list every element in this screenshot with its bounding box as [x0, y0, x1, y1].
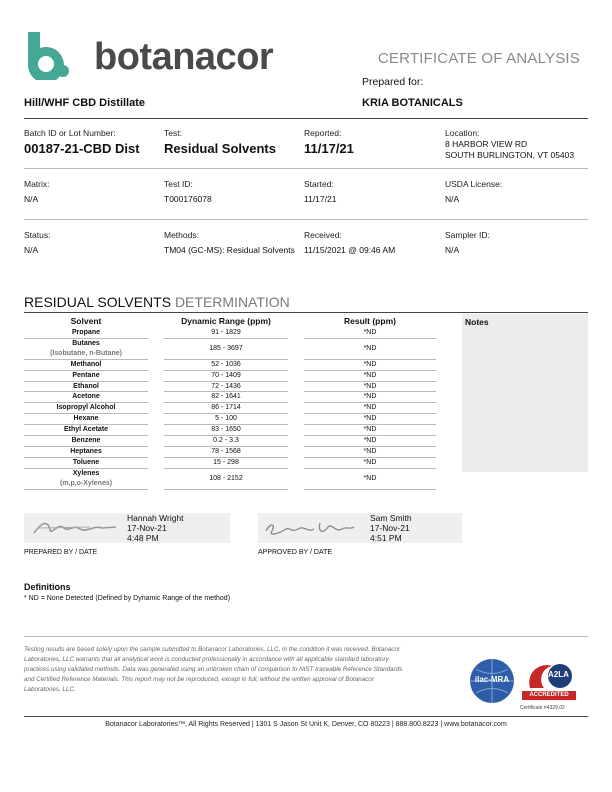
header-divider — [24, 118, 588, 119]
solvent-name: Methanol — [24, 359, 148, 370]
batch-label: Batch ID or Lot Number: — [24, 128, 116, 138]
reported-label: Reported: — [304, 128, 342, 138]
result-value: *ND — [304, 425, 436, 436]
dynamic-range: 15 - 298 — [164, 457, 288, 468]
section-title-dark: RESIDUAL SOLVENTS — [24, 294, 172, 310]
section-divider — [24, 312, 588, 313]
section-title — [24, 294, 290, 310]
disclaimer-line: and Certified Reference Materials. This report may not be reproduced, except in full, without the written approval of Botanacor — [24, 676, 375, 683]
result-value: *ND — [304, 468, 436, 489]
started-value: 11/17/21 — [304, 194, 337, 204]
prepared-label: PREPARED BY / DATE — [24, 549, 98, 556]
solvent-name: Ethyl Acetate — [24, 425, 148, 436]
reported-value: 11/17/21 — [304, 141, 354, 156]
brand-name: botanacor — [94, 36, 274, 78]
solvent-name: Benzene — [24, 436, 148, 447]
approved-time: 4:51 PM — [370, 533, 402, 543]
dynamic-range: 83 - 1650 — [164, 425, 288, 436]
result-value: *ND — [304, 403, 436, 414]
table-row — [24, 468, 436, 478]
test-value: Residual Solvents — [164, 141, 276, 156]
accredited-badge: ACCREDITED — [522, 691, 576, 700]
dynamic-range: 91 - 1829 — [164, 328, 288, 338]
solvent-name: Pentane — [24, 370, 148, 381]
result-value: *ND — [304, 457, 436, 468]
prepared-signature-icon — [30, 516, 120, 540]
dynamic-range: 52 - 1036 — [164, 359, 288, 370]
solvent-name: Butanes — [72, 339, 100, 347]
table-row — [24, 338, 436, 348]
batch-value: 00187-21-CBD Dist — [24, 141, 140, 156]
prepared-for-label: Prepared for: — [362, 76, 424, 88]
started-label: Started: — [304, 179, 334, 189]
result-value: *ND — [304, 392, 436, 403]
disclaimer-line: Laboratories, LLC. — [24, 686, 76, 693]
approved-date: 17-Nov-21 — [370, 523, 410, 533]
dynamic-range: 185 - 3697 — [164, 338, 288, 359]
approved-label: APPROVED BY / DATE — [258, 549, 333, 556]
table-row — [24, 446, 436, 457]
testid-label: Test ID: — [164, 179, 193, 189]
dynamic-range: 86 - 1714 — [164, 403, 288, 414]
location-label: Location: — [445, 128, 480, 138]
botanacor-logo-icon — [24, 30, 74, 80]
result-value: *ND — [304, 446, 436, 457]
approved-signature-icon — [262, 517, 358, 541]
results-table-wrap — [24, 314, 436, 490]
prepared-time: 4:48 PM — [127, 533, 159, 543]
section-title-light: DETERMINATION — [174, 294, 290, 310]
product-name: Hill/WHF CBD Distillate — [24, 97, 146, 109]
client-name: KRIA BOTANICALS — [362, 97, 463, 109]
disclaimer-divider — [24, 636, 588, 637]
footer-divider — [24, 716, 588, 717]
disclaimer — [24, 645, 454, 695]
dynamic-range: 70 - 1409 — [164, 370, 288, 381]
doc-title: CERTIFICATE OF ANALYSIS — [377, 50, 580, 67]
table-row — [24, 328, 436, 338]
result-value: *ND — [304, 436, 436, 447]
prepared-name: Hannah Wright — [127, 513, 184, 523]
info-divider-2 — [24, 219, 588, 220]
solvent-name: Isopropyl Alcohol — [24, 403, 148, 414]
dynamic-range: 82 - 1641 — [164, 392, 288, 403]
sampler-label: Sampler ID: — [445, 230, 490, 240]
testid-value: T000176078 — [164, 194, 212, 204]
definitions-title: Definitions — [24, 582, 71, 592]
ilac-text: ilac-MRA — [474, 675, 510, 684]
certificate-number: Certificate #4329.02 — [520, 705, 565, 711]
info-divider-1 — [24, 168, 588, 169]
methods-label: Methods: — [164, 230, 199, 240]
table-row — [24, 436, 436, 447]
col-header-solvent: Solvent — [70, 316, 102, 326]
result-value: *ND — [304, 359, 436, 370]
a2la-logo — [520, 658, 578, 702]
methods-value: TM04 (GC-MS): Residual Solvents — [164, 245, 295, 255]
dynamic-range: 72 - 1436 — [164, 381, 288, 392]
usda-label: USDA License: — [445, 179, 503, 189]
status-label: Status: — [24, 230, 51, 240]
table-row — [24, 414, 436, 425]
solvent-name: Xylenes — [72, 469, 100, 477]
received-label: Received: — [304, 230, 342, 240]
solvent-name: Propane — [24, 328, 148, 338]
prepared-date: 17-Nov-21 — [127, 523, 167, 533]
dynamic-range: 78 - 1568 — [164, 446, 288, 457]
received-value: 11/15/2021 @ 09:46 AM — [304, 245, 396, 255]
notes-box — [462, 314, 588, 472]
col-header-result: Result (ppm) — [344, 316, 396, 326]
results-table — [24, 314, 436, 490]
disclaimer-line: practices using validated methods. Data was generated using an unbroken chain of comparison to NIST traceable Reference Standards — [24, 666, 403, 673]
result-value: *ND — [304, 338, 436, 359]
result-value: *ND — [304, 414, 436, 425]
solvent-subname: (m,p,o-Xylenes) — [24, 479, 148, 489]
table-row — [24, 403, 436, 414]
col-header-range: Dynamic Range (ppm) — [181, 316, 271, 326]
notes-header: Notes — [465, 317, 489, 327]
location-line1: 8 HARBOR VIEW RD — [445, 139, 528, 149]
table-row — [24, 359, 436, 370]
dynamic-range: 108 - 2152 — [164, 468, 288, 489]
definitions-text: * ND = None Detected (Defined by Dynamic Range of the method) — [24, 595, 231, 602]
result-value: *ND — [304, 328, 436, 338]
disclaimer-line: Testing results are based solely upon the sample submitted to Botanacor Laboratories, LLC, in the condition it was received. Botanacor — [24, 646, 401, 653]
approved-signature-box — [258, 513, 462, 543]
matrix-label: Matrix: — [24, 179, 50, 189]
table-row — [24, 392, 436, 403]
solvent-name: Hexane — [24, 414, 148, 425]
dynamic-range: 0.2 - 3.3 — [164, 436, 288, 447]
solvent-subname: (Isobutane, n-Butane) — [24, 349, 148, 359]
solvent-name: Toluene — [24, 457, 148, 468]
location-line2: SOUTH BURLINGTON, VT 05403 — [445, 150, 575, 160]
brand-logo — [24, 30, 74, 80]
ilac-mra-logo — [468, 657, 516, 705]
a2la-text: A2LA — [548, 670, 569, 679]
matrix-value: N/A — [24, 194, 39, 204]
usda-value: N/A — [445, 194, 460, 204]
table-row — [24, 370, 436, 381]
dynamic-range: 5 - 100 — [164, 414, 288, 425]
table-row — [24, 457, 436, 468]
sampler-value: N/A — [445, 245, 460, 255]
solvent-name: Acetone — [24, 392, 148, 403]
solvent-name: Ethanol — [24, 381, 148, 392]
approved-name: Sam Smith — [370, 513, 412, 523]
table-row — [24, 425, 436, 436]
test-label: Test: — [164, 128, 182, 138]
status-value: N/A — [24, 245, 39, 255]
disclaimer-line: Laboratories, LLC warrants that all analytical work is conducted professionally in accordance with all applicable standard laboratory — [24, 656, 389, 663]
result-value: *ND — [304, 381, 436, 392]
result-value: *ND — [304, 370, 436, 381]
solvent-name: Heptanes — [24, 446, 148, 457]
table-row — [24, 381, 436, 392]
footer-text: Botanacor Laboratories™, All Rights Reserved | 1301 S Jason St Unit K, Denver, CO 80223 | 888.800.8223 | www.botanacor.com — [105, 721, 507, 728]
